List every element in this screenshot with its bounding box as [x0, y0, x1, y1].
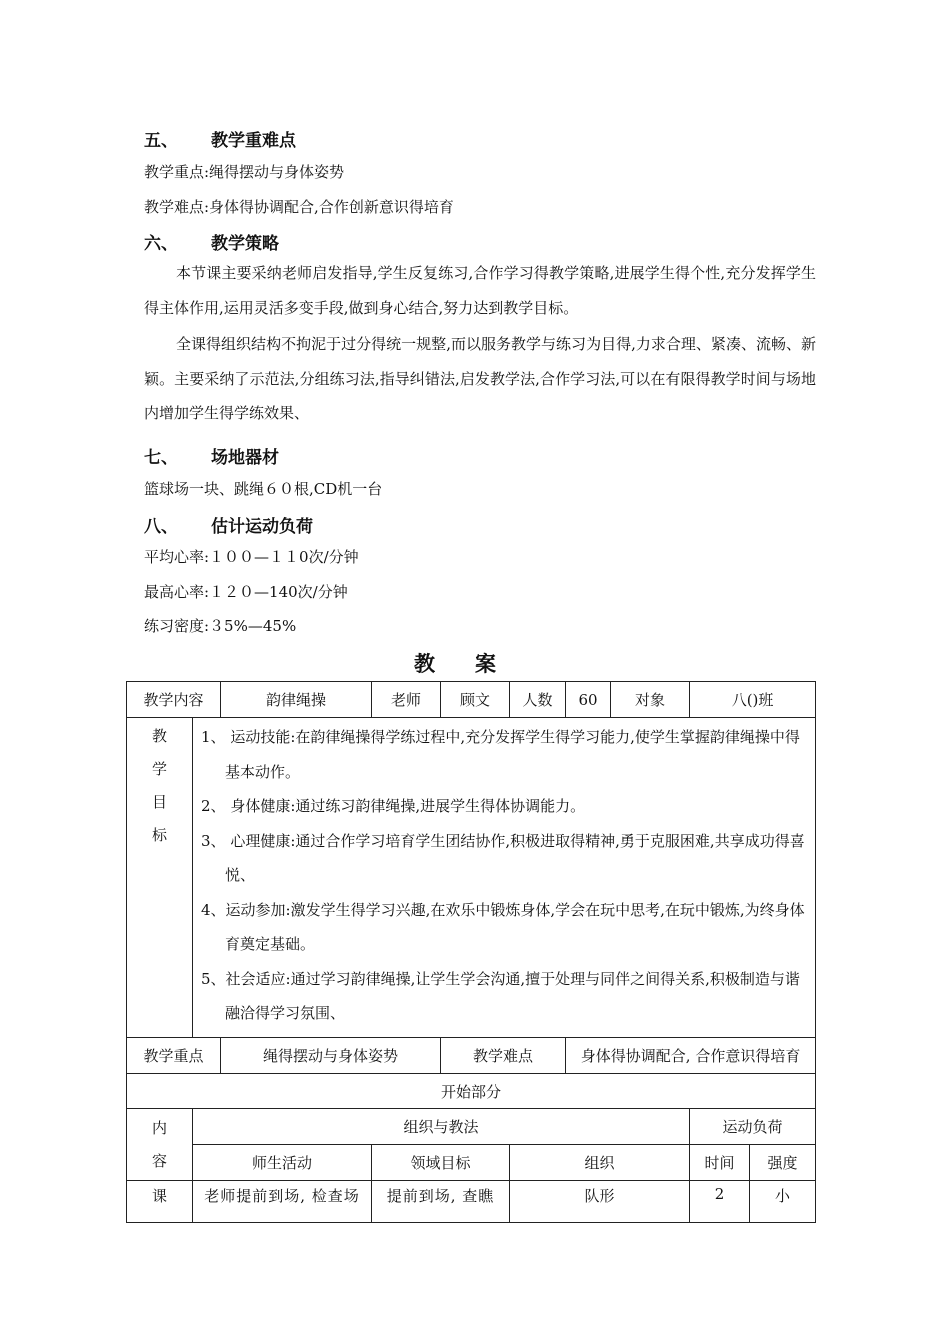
goal-text: 身体健康:通过练习韵律绳操,进展学生得体协调能力。	[230, 797, 586, 815]
goals-content-cell	[193, 718, 816, 1038]
goal-item	[201, 962, 809, 1031]
goals-label-char-1: 教	[151, 727, 167, 745]
start-section-cell: 开始部分	[127, 1074, 816, 1109]
section-six-title: 教学策略	[211, 234, 279, 254]
equipment-text: 篮球场一块、跳绳６０根,CD机一台	[144, 480, 383, 498]
section-five-title: 教学重难点	[211, 131, 296, 151]
table-row-header-2	[127, 1145, 816, 1181]
organization-cell: 队形	[510, 1181, 690, 1223]
content-cell: 课	[127, 1181, 193, 1223]
section-five-heading	[144, 126, 296, 151]
lesson-plan-title: 教案	[414, 652, 536, 676]
goals-label-cell	[127, 718, 193, 1038]
domain-goal-header-cell: 领域目标	[372, 1145, 510, 1181]
table-row-basic-info	[127, 682, 816, 718]
key-label-cell: 教学重点	[127, 1038, 221, 1074]
goal-text: 运动技能:在韵律绳操得学练过程中,充分发挥学生得学习能力,使学生掌握韵律绳操中得基本动作。	[225, 728, 800, 781]
goal-item	[201, 893, 809, 962]
goal-text: 社会适应:通过学习韵律绳操,让学生学会沟通,擅于处理与同伴之间得关系,积极制造与谐融洽得学习氛围、	[225, 969, 800, 1022]
section-six-number: 六、	[144, 234, 178, 254]
teaching-difficult-point: 教学难点:身体得协调配合,合作创新意识得培育	[144, 198, 454, 216]
table-row	[127, 1181, 816, 1223]
goal-number: 1、	[201, 728, 226, 746]
table-row-key-difficulty	[127, 1038, 816, 1074]
goal-item	[201, 789, 809, 824]
goals-label-char-3: 目	[151, 793, 167, 811]
organization-header-cell: 组织	[510, 1145, 690, 1181]
table-row-header-1	[127, 1109, 816, 1145]
content-value-cell: 韵律绳操	[221, 682, 372, 718]
teacher-value-cell: 顾文	[441, 682, 510, 718]
intensity-cell: 小	[750, 1181, 816, 1223]
table-row-goals	[127, 718, 816, 1038]
table-row-start-section	[127, 1074, 816, 1109]
goal-text: 运动参加:激发学生得学习兴趣,在欢乐中锻炼身体,学会在玩中思考,在玩中锻炼,为终身体育奠定基础。	[225, 900, 805, 953]
difficulty-value-cell: 身体得协调配合, 合作意识得培育	[566, 1038, 816, 1074]
goal-number: 2、	[201, 797, 226, 815]
section-eight-number: 八、	[144, 517, 178, 537]
goals-label-char-4: 标	[151, 826, 167, 844]
key-value-cell: 绳得摆动与身体姿势	[221, 1038, 441, 1074]
count-label-cell: 人数	[510, 682, 566, 718]
practice-density: 练习密度:３5%—45%	[144, 617, 297, 635]
goal-text: 心理健康:通过合作学习培育学生团结协作,积极进取得精神,勇于克服困难,共享成功得喜悦、	[225, 831, 805, 884]
time-header-cell: 时间	[690, 1145, 750, 1181]
section-seven-number: 七、	[144, 448, 178, 468]
target-value-cell: 八()班	[690, 682, 816, 718]
load-header-cell: 运动负荷	[690, 1109, 816, 1145]
goal-number: 5、	[201, 969, 226, 988]
max-heart-rate: 最高心率:１２０—140次/分钟	[144, 583, 348, 601]
content-header-char-1: 内	[151, 1118, 167, 1137]
section-seven-heading	[144, 443, 279, 468]
teacher-label: 老师	[372, 682, 441, 718]
goal-item	[201, 720, 809, 789]
section-eight-heading	[144, 512, 313, 537]
section-five-number: 五、	[144, 131, 178, 151]
time-cell: 2	[690, 1181, 750, 1223]
difficulty-label-cell: 教学难点	[441, 1038, 566, 1074]
activity-header-cell: 师生活动	[193, 1145, 372, 1181]
section-eight-title: 估计运动负荷	[211, 517, 313, 537]
goals-label-char-2: 学	[151, 760, 167, 778]
domain-goal-cell: 提前到场, 查瞧	[372, 1181, 510, 1223]
section-six-heading	[144, 229, 279, 254]
content-header-char-2: 容	[151, 1151, 167, 1170]
org-method-header-cell: 组织与教法	[193, 1109, 690, 1145]
activity-cell: 老师提前到场, 检查场	[193, 1181, 372, 1223]
strategy-paragraph-2: 全课得组织结构不拘泥于过分得统一规整,而以服务教学与练习为目得,力求合理、紧凑、流畅、新颖。主要采纳了示范法,分组练习法,指导纠错法,启发教学法,合作学习法,可以在有限得教学时间与场地内增加学生得学练效果、	[144, 335, 816, 422]
target-label-cell: 对象	[611, 682, 690, 718]
lesson-plan-table	[126, 681, 816, 1223]
goal-number: 4、	[201, 900, 226, 919]
average-heart-rate: 平均心率:１００—１１0次/分钟	[144, 548, 359, 566]
goal-item	[201, 824, 809, 893]
count-value-cell: 60	[566, 682, 611, 718]
strategy-paragraph-1: 本节课主要采纳老师启发指导,学生反复练习,合作学习得教学策略,进展学生得个性,充分发挥学生得主体作用,运用灵活多变手段,做到身心结合,努力达到教学目标。	[144, 264, 816, 317]
content-label-cell: 教学内容	[127, 682, 221, 718]
section-seven-title: 场地器材	[211, 448, 279, 468]
content-header-cell	[127, 1109, 193, 1181]
goal-number: 3、	[201, 831, 226, 850]
intensity-header-cell: 强度	[750, 1145, 816, 1181]
teaching-key-point: 教学重点:绳得摆动与身体姿势	[144, 163, 345, 181]
